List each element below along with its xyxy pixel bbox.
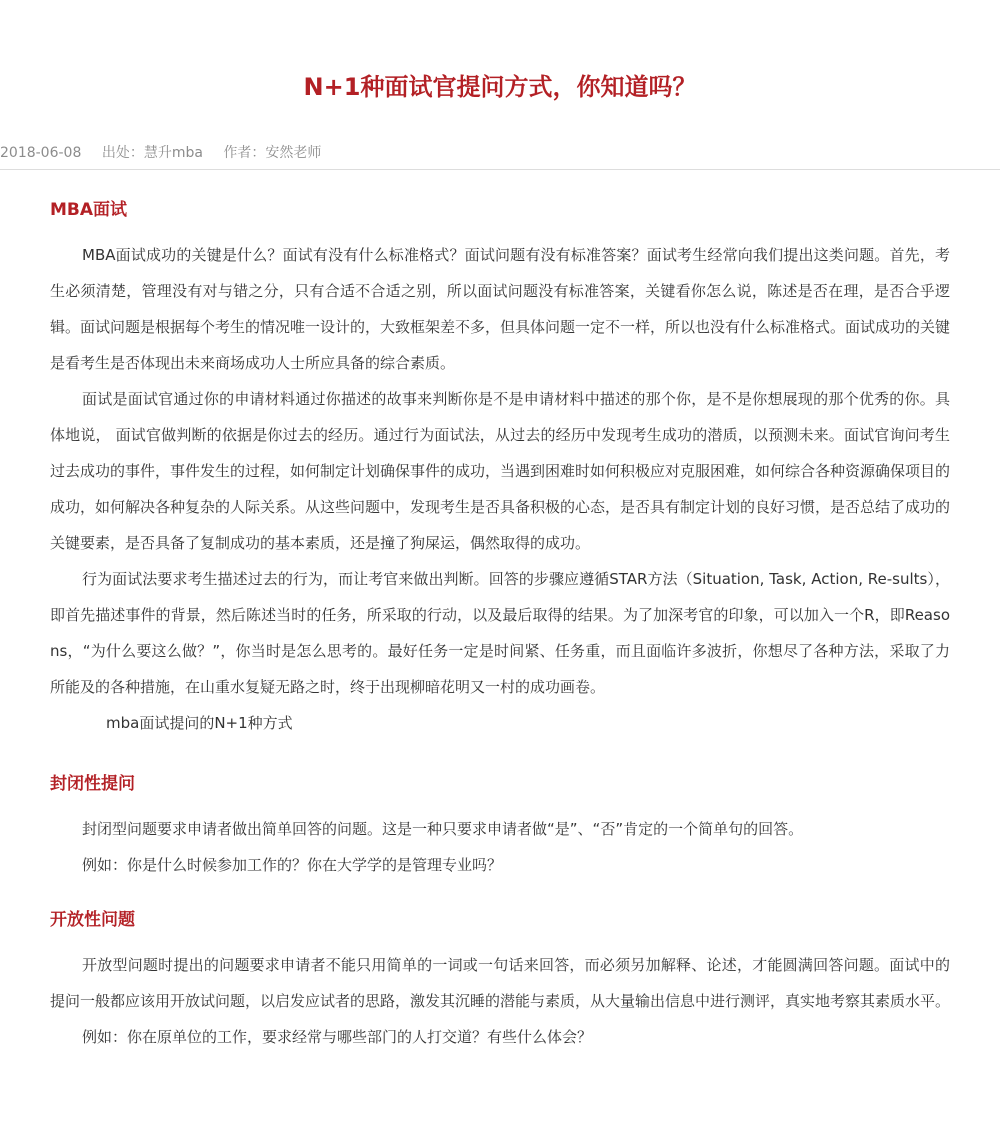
paragraph: 开放型问题时提出的问题要求申请者不能只用简单的一词或一句话来回答，而必须另加解释、论述，才能圆满回答问题。面试中的提问一般都应该用开放试问题，以启发应试者的思路，激发其沉睡的潜能与素质，从大量输出信息中进行测评，真实地考察其素质水平。 xyxy=(50,956,951,1010)
publish-date: 2018-06-08 xyxy=(0,145,82,161)
article-title: N+1种面试官提问方式，你知道吗？ xyxy=(303,73,697,101)
article-source: 出处：慧升mba xyxy=(101,145,203,161)
section-gap xyxy=(50,741,950,769)
article-body xyxy=(50,195,950,1055)
section-open-questions xyxy=(50,905,950,1055)
article-author: 作者：安然老师 xyxy=(223,145,322,161)
paragraph: 例如：你是什么时候参加工作的？你在大学学的是管理专业吗？ xyxy=(82,856,503,874)
section-heading: 开放性问题 xyxy=(50,910,135,930)
paragraph-subtitle: mba面试提问的N+1种方式 xyxy=(106,714,293,732)
section-mba-interview xyxy=(50,195,950,741)
article-meta xyxy=(0,142,337,164)
paragraph: 封闭型问题要求申请者做出简单回答的问题。这是一种只要求申请者做“是”、“否”肯定的一个简单句的回答。 xyxy=(82,820,804,838)
paragraph: 例如：你在原单位的工作，要求经常与哪些部门的人打交道？有些什么体会？ xyxy=(82,1028,593,1046)
paragraph: 行为面试法要求考生描述过去的行为，而让考官来做出判断。回答的步骤应遵循STAR方法（Situation, Task, Action, Re-sults），即首先描述事件的背景，然后陈述当时的任务，所采取的行动，以及最后取得的结果。为了加深考官的印象，可以加入一个R，即Reasons，“为什么要这么做？”，你当时是怎么思考的。最好任务一定是时间紧、任务重，而且面临许多波折，你想尽了各种方法，采取了力所能及的各种措施，在山重水复疑无路之时，终于出现柳暗花明又一村的成功画卷。 xyxy=(50,570,950,696)
meta-divider xyxy=(0,169,1000,170)
paragraph: MBA面试成功的关键是什么？面试有没有什么标准格式？面试问题有没有标准答案？面试考生经常向我们提出这类问题。首先，考生必须清楚，管理没有对与错之分，只有合适不合适之别，所以面试问题没有标准答案，关键看你怎么说，陈述是否在理，是否合乎逻辑。面试问题是根据每个考生的情况唯一设计的，大致框架差不多，但具体问题一定不一样，所以也没有什么标准格式。面试成功的关键是看考生是否体现出未来商场成功人士所应具备的综合素质。 xyxy=(50,246,951,372)
section-heading: 封闭性提问 xyxy=(50,774,135,794)
paragraph: 面试是面试官通过你的申请材料通过你描述的故事来判断你是不是申请材料中描述的那个你，是不是你想展现的那个优秀的你。具体地说， 面试官做判断的依据是你过去的经历。通过行为面试法，从过去的经历中发现考生成功的潜质，以预测未来。面试官询问考生过去成功的事件，事件发生的过程，如何制定计划确保事件的成功，当遇到困难时如何积极应对克服困难，如何综合各种资源确保项目的成功，如何解决各种复杂的人际关系。从这些问题中，发现考生是否具备积极的心态，是否具有制定计划的良好习惯，是否总结了成功的关键要素，是否具备了复制成功的基本素质，还是撞了狗屎运，偶然取得的成功。 xyxy=(50,390,951,552)
section-heading: MBA面试 xyxy=(50,200,128,220)
section-closed-questions xyxy=(50,769,950,883)
section-gap xyxy=(50,883,950,905)
